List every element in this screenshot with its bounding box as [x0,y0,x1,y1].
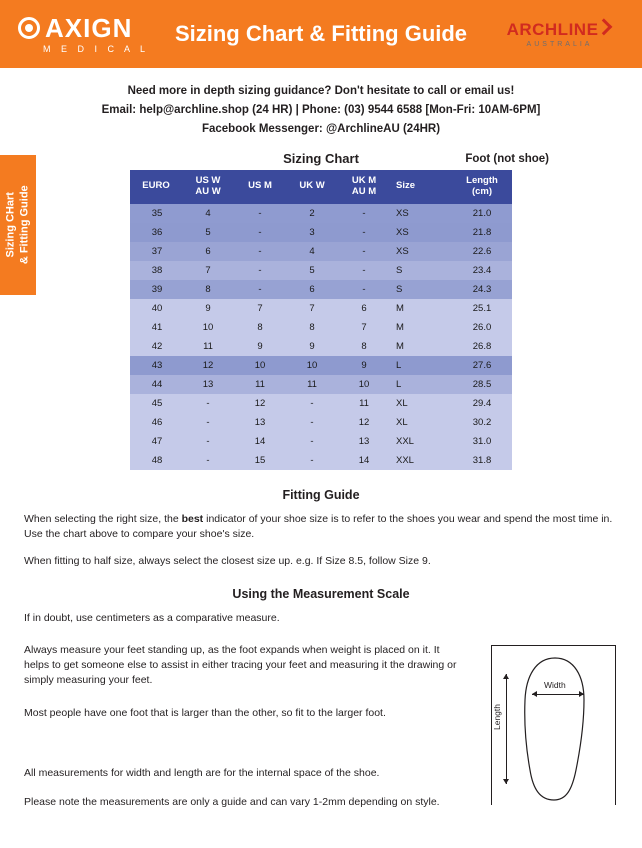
cell-size: XXL [396,454,414,466]
cell-length: 25.1 [472,302,492,314]
width-label: Width [544,680,566,690]
cell-length: 28.5 [472,378,492,390]
table-row [130,413,512,432]
cell-size: XL [396,416,408,428]
cell-length: 26.0 [472,321,492,333]
cell-uk-m: 9 [361,359,367,371]
cell-us-m: - [258,264,262,276]
cell-uk-m: - [362,245,366,257]
cell-length: 23.4 [472,264,492,276]
contact-line-1: Need more in depth sizing guidance? Don't hesitate to call or email us! [127,85,515,97]
cell-us-w: - [206,435,210,447]
table-row [130,394,512,413]
cell-size: XS [396,207,409,219]
cell-size: XS [396,226,409,238]
axign-sub-text: M E D I C A L [42,43,149,54]
cell-us-w: 9 [205,302,211,314]
cell-size: XL [396,397,408,409]
cell-uk-m: - [362,207,366,219]
cell-uk-m: 8 [361,340,367,352]
header-us-w: US W AU W [182,170,234,204]
cell-us-m: - [258,283,262,295]
fitting-guide-paragraph-1: When selecting the right size, the best indicator of your shoe size is to refer to the shoes you wear and spend the most time in. Use the chart above to compare your shoe's size. [24,512,613,540]
table-row [130,356,512,375]
foot-not-shoe-label: Foot (not shoe) [465,152,549,165]
axign-logo-icon [0,12,155,54]
table-row [130,337,512,356]
cell-size: M [396,340,404,352]
measurement-paragraph-2: Always measure your feet standing up, as the foot expands when weight is placed on it. It helps to get someone else to assist in either tracing your feet and measuring it the drawing or simply measuring your feet. [24,643,457,687]
header-length: Length (cm) [452,170,512,204]
length-arrow-icon [506,674,507,784]
cell-length: 27.6 [472,359,492,371]
measurement-paragraph-1: If in doubt, use centimeters as a comparative measure. [24,612,280,625]
cell-us-w: 4 [205,207,211,219]
cell-uk-m: 6 [361,302,367,314]
cell-size: S [396,264,403,276]
cell-euro: 47 [151,435,163,447]
cell-uk-m: 11 [359,397,369,409]
cell-length: 26.8 [472,340,492,352]
cell-uk-w: 9 [309,340,315,352]
cell-uk-w: 5 [309,264,315,276]
table-header-row [130,170,512,204]
cell-us-m: 12 [254,397,266,409]
cell-euro: 36 [151,226,163,238]
foot-outline-icon [520,654,590,804]
cell-length: 30.2 [472,416,492,428]
page-title: Sizing Chart & Fitting Guide [174,21,468,46]
cell-size: XS [396,245,409,257]
cell-us-w: - [206,416,210,428]
width-arrow-icon [532,694,584,695]
cell-length: 22.6 [472,245,492,257]
header-uk-w: UK W [286,170,338,204]
cell-size: M [396,302,404,314]
cell-uk-w: 2 [309,207,315,219]
cell-length: 21.0 [472,207,492,219]
contact-line-2: Email: help@archline.shop (24 HR) | Phone: (03) 9544 6588 [Mon-Fri: 10AM-6PM] [101,103,541,116]
cell-euro: 45 [151,397,163,409]
cell-us-m: 8 [257,321,263,333]
side-tab-line2: & Fitting Guide [18,185,31,265]
table-row [130,318,512,337]
cell-euro: 37 [151,245,163,257]
cell-us-w: 11 [203,340,213,352]
length-label: Length [492,704,502,730]
cell-uk-m: - [362,283,366,295]
cell-uk-w: 4 [309,245,315,257]
archline-logo-icon [487,21,642,48]
sizing-table [130,170,512,470]
cell-uk-w: 11 [307,378,317,390]
header-euro: EURO [130,170,182,204]
cell-us-m: 10 [254,359,266,371]
cell-uk-m: 12 [358,416,370,428]
cell-euro: 44 [151,378,163,390]
cell-us-w: 13 [202,378,214,390]
cell-euro: 46 [151,416,163,428]
cell-uk-m: 7 [361,321,367,333]
table-row [130,451,512,470]
cell-length: 29.4 [472,397,492,409]
cell-euro: 38 [151,264,163,276]
cell-uk-m: 14 [358,454,370,466]
foot-measurement-diagram [491,645,616,805]
axign-mark-icon [18,17,40,39]
cell-uk-w: 3 [309,226,315,238]
measurement-scale-title: Using the Measurement Scale [232,587,410,602]
cell-us-w: - [206,397,210,409]
measurement-paragraph-3: Most people have one foot that is larger than the other, so fit to the larger foot. [24,707,386,720]
fitting-guide-paragraph-2: When fitting to half size, always select the closest size up. e.g. If Size 8.5, follow Size 9. [24,555,431,568]
cell-us-m: 11 [255,378,265,390]
cell-us-w: 5 [205,226,211,238]
cell-uk-w: 10 [306,359,318,371]
cell-uk-m: 10 [358,378,370,390]
cell-euro: 35 [151,207,163,219]
cell-euro: 41 [151,321,163,333]
sizing-chart-section [0,151,642,470]
cell-length: 31.8 [472,454,492,466]
axign-brand-text: AXIGN [45,12,133,43]
cell-euro: 48 [151,454,163,466]
side-tab-line1: Sizing CHart [4,192,17,258]
cell-euro: 43 [151,359,163,371]
cell-euro: 42 [151,340,163,352]
measurement-paragraph-5: Please note the measurements are only a guide and can vary 1-2mm depending on style. [24,795,440,808]
table-row [130,261,512,280]
sizing-chart-title: Sizing Chart [283,150,359,166]
measurement-paragraph-4: All measurements for width and length are for the internal space of the shoe. [24,766,380,779]
cell-uk-m: 13 [358,435,370,447]
table-row [130,242,512,261]
cell-uk-w: 7 [309,302,315,314]
table-row [130,432,512,451]
cell-us-m: - [258,207,262,219]
cell-uk-w: - [310,435,314,447]
cell-us-w: 7 [205,264,211,276]
cell-size: L [396,359,402,371]
fitting-guide-title: Fitting Guide [282,487,360,502]
table-row [130,223,512,242]
cell-size: M [396,321,404,333]
page-header [0,0,642,68]
cell-us-m: - [258,245,262,257]
header-us-m: US M [234,170,286,204]
cell-us-w: - [206,454,210,466]
cell-size: L [396,378,402,390]
header-uk-m: UK M AU M [338,170,390,204]
contact-line-3: Facebook Messenger: @ArchlineAU (24HR) [201,122,441,135]
cell-uk-w: 6 [309,283,315,295]
cell-length: 31.0 [472,435,492,447]
table-row [130,299,512,318]
cell-uk-w: 8 [309,321,315,333]
cell-size: S [396,283,403,295]
cell-uk-m: - [362,226,366,238]
cell-us-m: 9 [257,340,263,352]
header-size: Size [390,170,452,204]
cell-uk-w: - [310,397,314,409]
cell-us-w: 10 [202,321,214,333]
archline-sub-text: AUSTRALIA [526,40,593,48]
cell-uk-m: - [362,264,366,276]
cell-us-m: - [258,226,262,238]
cell-uk-w: - [310,416,314,428]
cell-us-w: 6 [205,245,211,257]
cell-us-m: 15 [254,454,266,466]
cell-us-m: 14 [254,435,266,447]
cell-us-w: 8 [205,283,211,295]
cell-size: XXL [396,435,414,447]
cell-us-m: 7 [257,302,263,314]
cell-length: 24.3 [472,283,492,295]
cell-us-w: 12 [202,359,214,371]
contact-block [0,68,642,145]
table-row [130,280,512,299]
cell-euro: 39 [151,283,163,295]
table-row [130,204,512,223]
cell-us-m: 13 [254,416,266,428]
cell-length: 21.8 [472,226,492,238]
cell-uk-w: - [310,454,314,466]
archline-brand-text: ARCHLINE [506,19,599,39]
table-row [130,375,512,394]
cell-euro: 40 [151,302,163,314]
